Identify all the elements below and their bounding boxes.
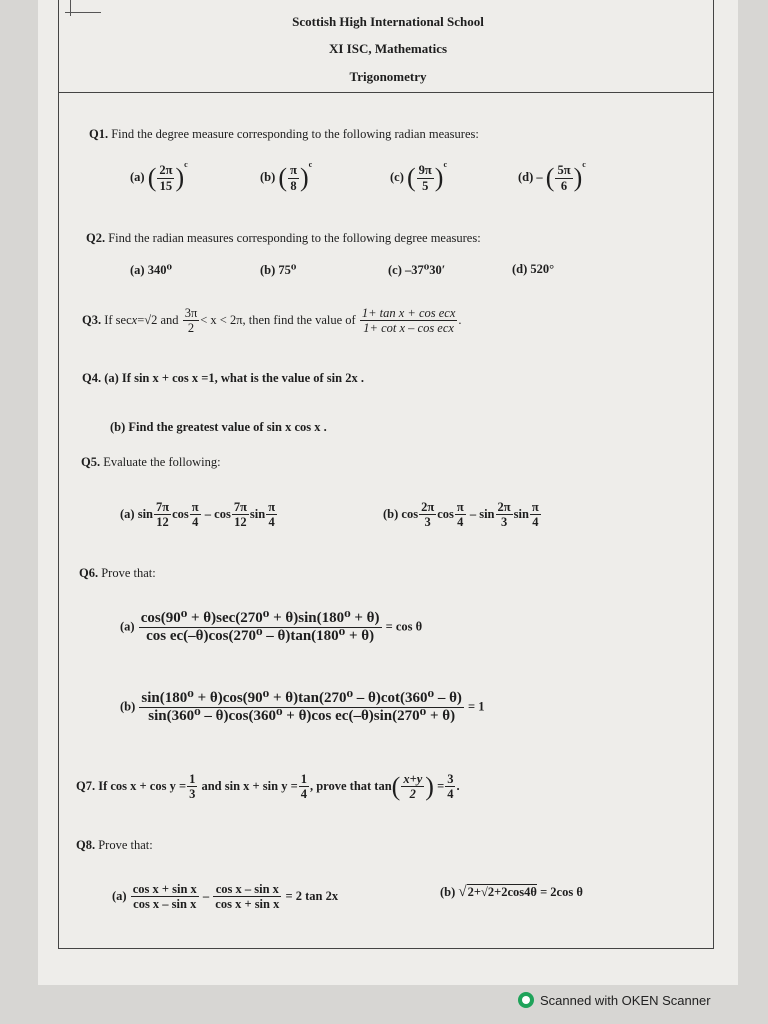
class-name: XI ISC, Mathematics [328,41,448,56]
question-7: Q7. If cos x + cos y = $\frac{1}{3}$ and sin x + sin y = $\frac{1}{4}$ , prove that tan( $\frac{x+y}{2}$ ) = $\frac{3}{4}$ . [76,771,460,802]
watermark-text: Scanned with OKEN Scanner [540,992,711,1008]
question-8: Q8. Prove that: [76,838,153,852]
q1-part-c: (c) ( $\frac{9\pi}{5}$ )$^c$ [390,160,448,193]
page-border [58,0,714,949]
subject-title: Trigonometry [349,69,427,84]
q1-part-d: (d) – ( $\frac{5\pi}{6}$ )$^c$ [518,160,586,193]
header-divider [59,92,713,93]
question-2: Q2. Find the radian measures corresponding to the following degree measures: [86,231,481,245]
question-3: Q3. If secx=√2 and $\frac{3\pi}{2}$ < x < 2π, then find the value of $\frac{\text{1+ tan x + cos ecx}}{\text{1+ cot x – cos ecx}}$ . [82,306,462,336]
q6-part-a: (a) $\frac{\text{cos(90⁰ + θ)sec(270⁰ + θ)sin(180⁰ + θ)}}{\text{cos ec(–θ)cos(270⁰ – θ)tan(180⁰ + θ)}}$ = cos θ [120,610,423,645]
q2-part-d: (d) 520° [512,262,555,276]
q8-part-a: (a) $\frac{\text{cos x + sin x}}{\text{cos x – sin x}}$ – $\frac{\text{cos x – sin x}}{\text{cos x + sin x}}$ = 2 tan 2x [112,882,339,912]
q5-part-b: (b) cos $\frac{2\pi}{3}$ cos $\frac{\pi}{4}$ – sin $\frac{2\pi}{3}$ sin $\frac{\pi}{4}$ [383,500,539,530]
q4-part-b: (b) Find the greatest value of sin x cos x . [110,420,327,434]
q6-part-b: (b) $\frac{\text{sin(180⁰ + θ)cos(90⁰ + θ)tan(270⁰ – θ)cot(360⁰ – θ)}}{\text{sin(360⁰ – θ)cos(360⁰ + θ)cos ec(–θ)sin(270⁰ + θ)}}$ = 1 [120,690,485,725]
q2-part-b: (b) 75⁰ [260,263,297,277]
question-6: Q6. Prove that: [79,566,156,580]
q2-part-a: (a) 340⁰ [130,263,172,277]
scanner-watermark [518,992,711,1008]
q1-part-b: (b) ( $\frac{\pi}{8}$ )$^c$ [260,160,313,193]
q1-part-a: (a) ( $\frac{2\pi}{15}$ )$^c$ [130,160,188,193]
q2-part-c: (c) –37⁰30′ [388,263,446,277]
oken-scanner-logo-icon [518,992,534,1008]
q8-part-b: (b) √2+√2+2cos4θ = 2cos θ [440,884,583,900]
school-name: Scottish High International School [292,14,484,29]
q5-part-a: (a) sin $\frac{7\pi}{12}$ cos $\frac{\pi}{4}$ – cos $\frac{7\pi}{12}$ sin $\frac{\pi}{4}$ [120,500,276,530]
worksheet-page [38,0,738,985]
question-4: Q4. (a) If sin x + cos x =1, what is the value of sin 2x . [82,371,364,385]
question-5: Q5. Evaluate the following: [81,455,221,469]
question-1: Q1. Find the degree measure corresponding to the following radian measures: [89,127,479,141]
